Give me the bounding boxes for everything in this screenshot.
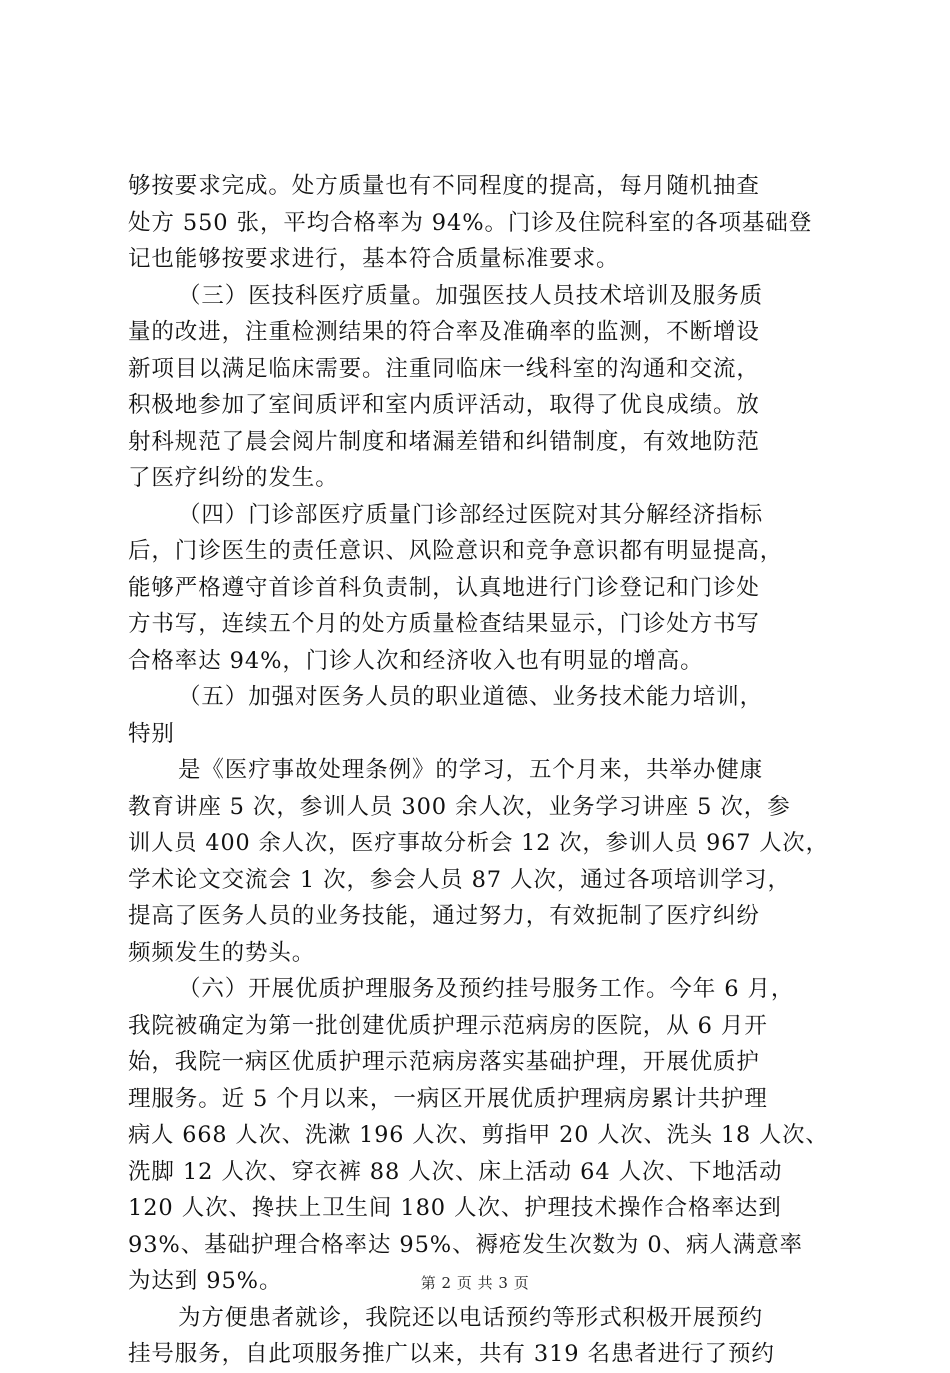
page-footer: 第 2 页 共 3 页: [420, 1274, 530, 1292]
text-line: 量的改进，注重检测结果的符合率及准确率的监测，不断增设: [128, 319, 760, 345]
text-line: 我院被确定为第一批创建优质护理示范病房的医院，从 6 月开: [128, 1012, 768, 1039]
text-line: 学术论文交流会 1 次，参会人员 87 人次，通过各项培训学习，: [128, 866, 791, 893]
text-line: 理服务。近 5 个月以来，一病区开展优质护理病房累计共护理: [128, 1085, 768, 1112]
text-line: 为达到 95%。: [128, 1268, 283, 1294]
text-line: 合格率达 94%，门诊人次和经济收入也有明显的增高。: [128, 647, 704, 674]
text-line: （三）医技科医疗质量。加强医技人员技术培训及服务质: [178, 282, 764, 309]
text-line: 记也能够按要求进行，基本符合质量标准要求。: [128, 246, 620, 272]
text-line: 够按要求完成。处方质量也有不同程度的提高，每月随机抽查: [128, 173, 760, 199]
text-line: （四）门诊部医疗质量门诊部经过医院对其分解经济指标: [178, 501, 764, 528]
text-line: 病人 668 人次、洗漱 196 人次、剪指甲 20 人次、洗头 18 人次、: [128, 1122, 829, 1148]
text-line: 训人员 400 余人次，医疗事故分析会 12 次，参训人员 967 人次，: [128, 830, 829, 856]
text-line: 为方便患者就诊，我院还以电话预约等形式积极开展预约: [178, 1304, 764, 1331]
text-line: 新项目以满足临床需要。注重同临床一线科室的沟通和交流，: [128, 355, 760, 382]
text-line: 教育讲座 5 次，参训人员 300 余人次，业务学习讲座 5 次，参: [128, 793, 791, 820]
document-body: [128, 168, 832, 1373]
text-line: 120 人次、搀扶上卫生间 180 人次、护理技术操作合格率达到: [128, 1195, 782, 1221]
text-line: 射科规范了晨会阅片制度和堵漏差错和纠错制度，有效地防范: [128, 428, 760, 455]
text-line: 频频发生的势头。: [128, 939, 316, 966]
text-line: 特别: [128, 720, 175, 747]
text-line: 洗脚 12 人次、穿衣裤 88 人次、床上活动 64 人次、下地活动: [128, 1158, 783, 1185]
text-line: 挂号服务，自此项服务推广以来，共有 319 名患者进行了预约: [128, 1341, 775, 1367]
text-line: （六）开展优质护理服务及预约挂号服务工作。今年 6 月，: [178, 976, 795, 1002]
text-line: 后，门诊医生的责任意识、风险意识和竞争意识都有明显提高，: [128, 538, 784, 564]
text-line: 了医疗纠纷的发生。: [128, 465, 339, 491]
text-line: 能够严格遵守首诊首科负责制，认真地进行门诊登记和门诊处: [128, 574, 760, 601]
text-line: 方书写，连续五个月的处方质量检查结果显示，门诊处方书写: [128, 611, 760, 637]
text-line: 处方 550 张，平均合格率为 94%。门诊及住院科室的各项基础登: [128, 209, 813, 236]
text-line: 是《医疗事故处理条例》的学习，五个月来，共举办健康: [178, 757, 764, 783]
text-line: 93%、基础护理合格率达 95%、褥疮发生次数为 0、病人满意率: [128, 1231, 803, 1258]
text-line: 提高了医务人员的业务技能，通过努力，有效扼制了医疗纠纷: [128, 903, 760, 929]
text-line: 始，我院一病区优质护理示范病房落实基础护理，开展优质护: [128, 1049, 760, 1075]
text-line: （五）加强对医务人员的职业道德、业务技术能力培训，: [178, 684, 764, 710]
text-line: 积极地参加了室间质评和室内质评活动，取得了优良成绩。放: [128, 392, 760, 418]
